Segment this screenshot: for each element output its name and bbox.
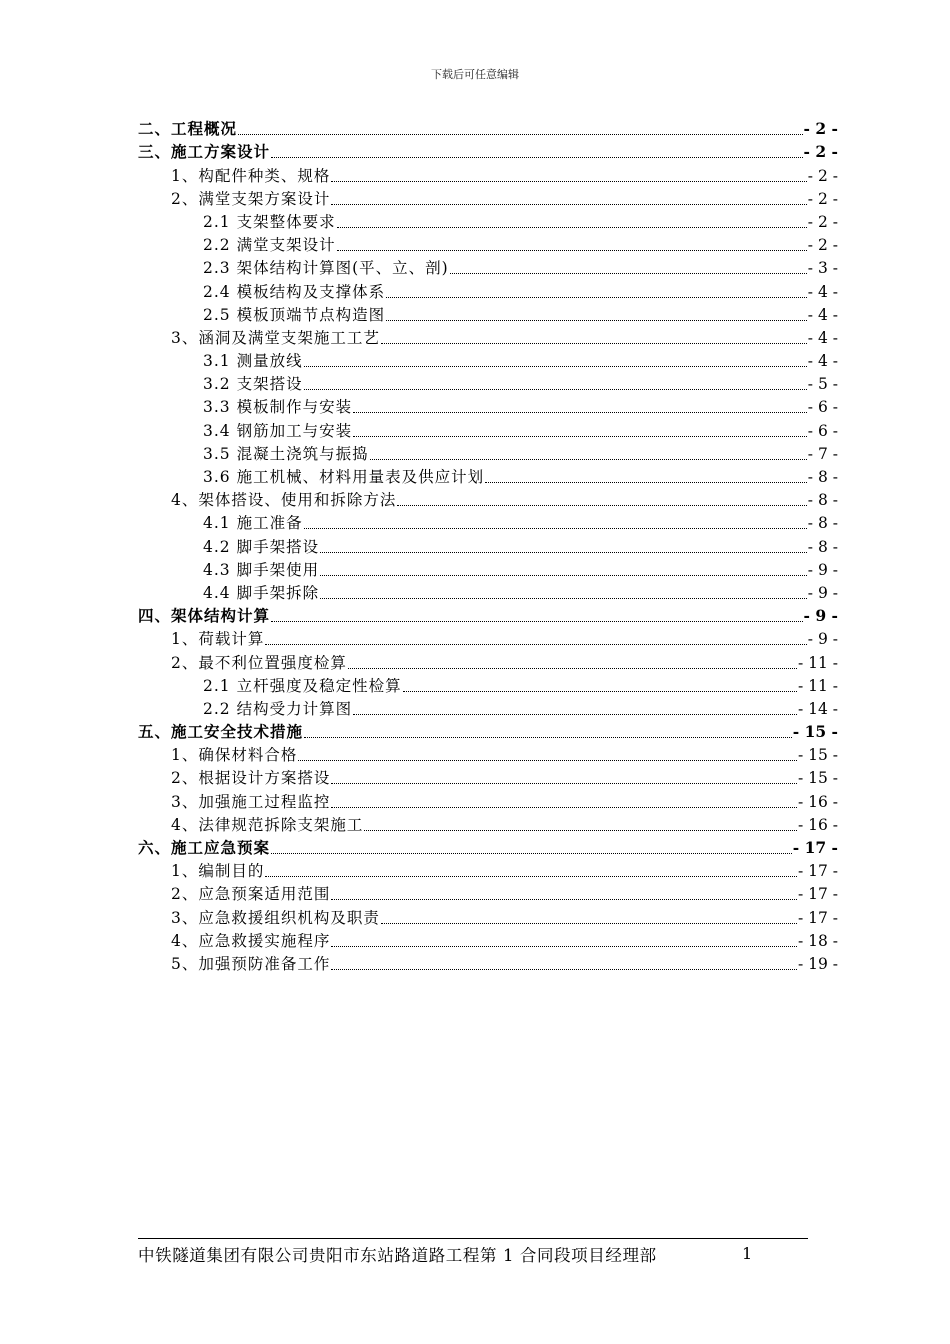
toc-entry[interactable] [138,325,838,348]
toc-dot-leader [381,921,797,924]
toc-entry[interactable] [138,371,838,394]
toc-entry[interactable] [138,649,838,672]
toc-entry[interactable] [138,580,838,603]
toc-entry[interactable] [138,510,838,533]
toc-entry[interactable] [138,928,838,951]
toc-entry-title: 1、构配件种类、规格 [171,166,331,185]
toc-entry-title: 3.1 测量放线 [203,352,303,371]
toc-entry-page: - 15 - [792,722,838,742]
toc-entry-page: - 9 - [803,606,838,626]
toc-entry[interactable] [138,788,838,811]
toc-entry-page: - 14 - [797,699,838,718]
toc-entry-title: 4.1 施工准备 [203,514,303,533]
toc-entry-page: - 2 - [807,212,838,231]
toc-entry-page: - 9 - [807,630,838,649]
toc-entry-title: 2.3 架体结构计算图(平、立、剖) [203,259,449,278]
toc-entry[interactable] [138,116,838,139]
toc-entry-title: 1、编制目的 [171,862,265,881]
toc-entry-title: 2、根据设计方案搭设 [171,769,331,788]
toc-dot-leader [450,271,807,274]
toc-entry-page: - 4 - [807,305,838,324]
toc-entry-title: 2、满堂支架方案设计 [171,189,331,208]
toc-entry-page: - 11 - [797,676,838,695]
toc-entry[interactable] [138,394,838,417]
toc-entry-title: 3、应急救援组织机构及职责 [171,908,380,927]
toc-entry-page: - 5 - [807,375,838,394]
toc-dot-leader [386,318,807,321]
toc-entry-title: 2.1 支架整体要求 [203,212,336,231]
toc-entry[interactable] [138,487,838,510]
toc-entry[interactable] [138,162,838,185]
toc-entry[interactable] [138,302,838,325]
toc-dot-leader [265,874,797,877]
toc-dot-leader [331,967,797,970]
toc-dot-leader [397,503,806,506]
toc-entry[interactable] [138,812,838,835]
toc-entry[interactable] [138,765,838,788]
toc-entry[interactable] [138,464,838,487]
toc-dot-leader [331,202,806,205]
toc-dot-leader [271,155,803,158]
toc-dot-leader [271,619,803,622]
toc-dot-leader [386,295,807,298]
toc-dot-leader [381,341,807,344]
toc-entry[interactable] [138,186,838,209]
toc-dot-leader [353,434,807,437]
toc-entry-title: 2.2 满堂支架设计 [203,236,336,255]
toc-entry-title: 1、荷载计算 [171,630,265,649]
toc-dot-leader [348,666,797,669]
toc-entry[interactable] [138,232,838,255]
toc-dot-leader [304,735,792,738]
toc-entry-title: 3.4 钢筋加工与安装 [203,421,353,440]
toc-entry-page: - 17 - [792,838,838,857]
toc-dot-leader [337,225,807,228]
toc-entry-title: 3.6 施工机械、材料用量表及供应计划 [203,468,485,486]
toc-entry[interactable] [138,904,838,927]
toc-dot-leader [331,897,797,900]
toc-dot-leader [331,805,797,808]
toc-entry-page: - 4 - [807,282,838,301]
toc-dot-leader [265,642,806,645]
toc-entry[interactable] [138,673,838,696]
toc-entry-title: 2.5 模板顶端节点构造图 [203,305,386,324]
toc-entry-page: - 2 - [803,142,838,162]
toc-entry[interactable] [138,278,838,301]
toc-entry-page: - 9 - [807,583,838,602]
toc-entry[interactable] [138,533,838,556]
toc-entry-page: - 15 - [797,746,838,765]
toc-entry-page: - 6 - [807,398,838,417]
toc-entry-page: - 7 - [807,444,838,463]
toc-dot-leader [320,550,807,553]
toc-entry[interactable] [138,742,838,765]
toc-entry[interactable] [138,139,838,162]
toc-entry-page: - 17 - [797,885,838,904]
toc-entry-title: 4、法律规范拆除支架施工 [171,815,364,834]
toc-dot-leader [485,480,807,483]
toc-entry-page: - 3 - [807,259,838,278]
toc-entry-page: - 4 - [807,328,838,347]
toc-dot-leader [364,828,797,831]
toc-entry[interactable] [138,348,838,371]
footer-page-number: 1 [742,1244,753,1263]
toc-entry-title: 3、加强施工过程监控 [171,792,331,811]
toc-entry[interactable] [138,858,838,881]
toc-entry[interactable] [138,209,838,232]
toc-dot-leader [304,526,807,529]
toc-entry-page: - 17 - [797,862,838,881]
toc-dot-leader [298,758,797,761]
toc-entry[interactable] [138,696,838,719]
toc-entry-page: - 2 - [807,166,838,185]
toc-entry-title: 五、施工安全技术措施 [138,722,304,742]
toc-entry-title: 四、架体结构计算 [138,606,271,626]
toc-entry-title: 3.2 支架搭设 [203,375,303,394]
toc-entry-title: 六、施工应急预案 [138,838,271,857]
toc-entry-page: - 18 - [797,931,838,950]
toc-entry-title: 4、应急救援实施程序 [171,931,331,950]
toc-entry-page: - 2 - [803,119,838,139]
toc-entry-page: - 19 - [797,954,838,973]
toc-entry-title: 2.2 结构受力计算图 [203,699,353,718]
toc-entry-title: 2、应急预案适用范围 [171,885,331,904]
footer-text: 中铁隧道集团有限公司贵阳市东站路道路工程第 1 合同段项目经理部 [138,1246,657,1265]
toc-entry[interactable] [138,417,838,440]
toc-entry[interactable] [138,881,838,904]
toc-entry-title: 3、涵洞及满堂支架施工工艺 [171,328,380,347]
toc-entry[interactable] [138,719,838,742]
toc-entry-page: - 16 - [797,792,838,811]
toc-entry-title: 2.1 立杆强度及稳定性检算 [203,676,402,695]
toc-dot-leader [304,387,807,390]
page-header: 下载后可任意编辑 [431,68,519,81]
footer-rule [138,1238,808,1239]
toc-entry-page: - 8 - [807,491,838,510]
toc-dot-leader [370,457,807,460]
toc-dot-leader [320,573,807,576]
toc-dot-leader [238,132,803,135]
toc-entry-title: 2、最不利位置强度检算 [171,653,347,672]
toc-entry-page: - 9 - [807,560,838,579]
toc-dot-leader [353,712,797,715]
toc-entry-title: 三、施工方案设计 [138,142,271,162]
toc-entry[interactable] [138,603,838,626]
toc-entry[interactable] [138,951,838,974]
toc-entry[interactable] [138,626,838,649]
toc-entry-title: 3.3 模板制作与安装 [203,398,353,417]
toc-entry-title: 4.3 脚手架使用 [203,560,320,579]
toc-entry-page: - 8 - [807,468,838,486]
toc-dot-leader [403,689,797,692]
toc-dot-leader [331,944,797,947]
toc-entry-title: 二、工程概况 [138,119,238,139]
toc-entry-page: - 17 - [797,908,838,927]
toc-entry-title: 4.4 脚手架拆除 [203,583,320,602]
toc-entry-page: - 4 - [807,352,838,371]
toc-entry-page: - 8 - [807,514,838,533]
toc-entry-page: - 2 - [807,236,838,255]
toc-entry[interactable] [138,835,838,858]
toc-entry-title: 1、确保材料合格 [171,746,298,765]
toc-dot-leader [353,410,807,413]
toc-entry-page: - 6 - [807,421,838,440]
toc-entry-title: 3.5 混凝土浇筑与振捣 [203,444,369,463]
toc-dot-leader [320,596,807,599]
toc-dot-leader [304,364,807,367]
toc-entry[interactable] [138,557,838,580]
toc-entry-page: - 2 - [807,189,838,208]
toc-entry-page: - 8 - [807,537,838,556]
toc-dot-leader [331,781,797,784]
toc-entry-page: - 11 - [797,653,838,672]
toc-entry-title: 5、加强预防准备工作 [171,954,331,973]
table-of-contents [138,116,838,974]
toc-entry-page: - 15 - [797,769,838,788]
toc-dot-leader [337,248,807,251]
toc-dot-leader [331,179,806,182]
toc-entry[interactable] [138,255,838,278]
toc-dot-leader [271,851,792,854]
toc-entry[interactable] [138,441,838,464]
toc-entry-title: 2.4 模板结构及支撑体系 [203,282,386,301]
toc-entry-title: 4.2 脚手架搭设 [203,537,320,556]
toc-entry-page: - 16 - [797,815,838,834]
toc-entry-title: 4、架体搭设、使用和拆除方法 [171,491,397,510]
